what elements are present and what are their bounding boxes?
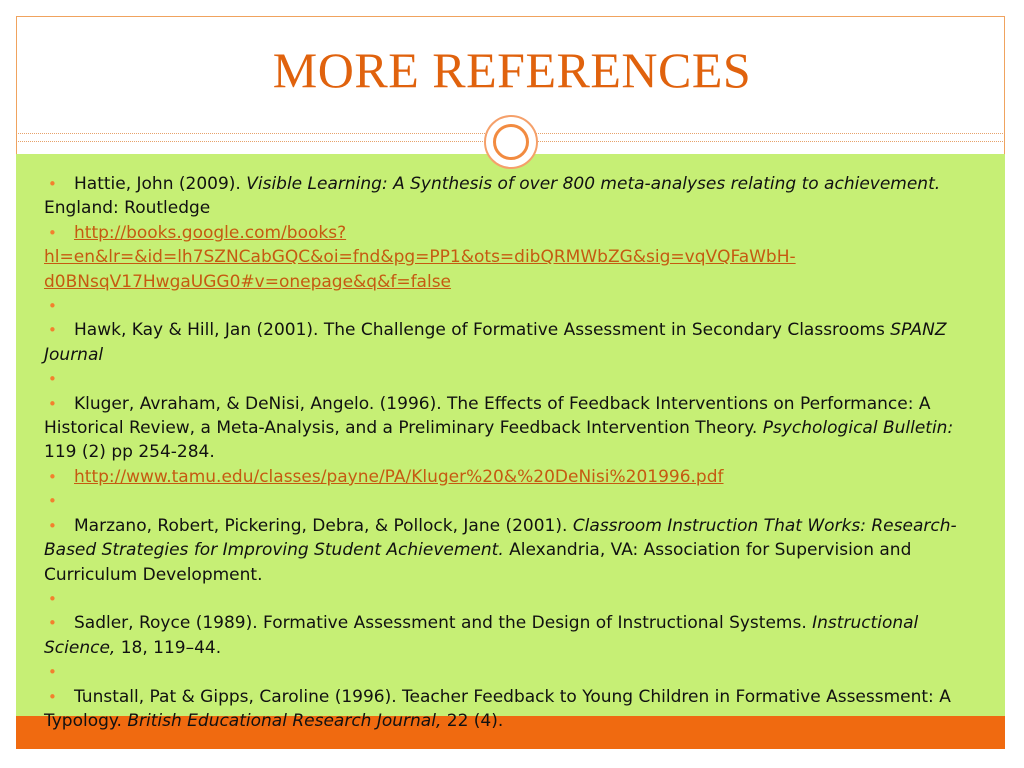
reference-link[interactable]: http://books.google.com/books?hl=en&lr=&id=lh7SZNCabGQC&oi=fnd&pg=PP1&ots=dibQRMWbZG&sig=vqVQFaWbH-d0BNsqV17HwgaUGG0#v=onepage&q&f=false [44,222,796,292]
reference-item [44,465,979,489]
bullet-icon: • [48,663,57,682]
reference-text: 18, 119–44. [115,637,222,658]
empty-bullet-item [44,660,979,684]
reference-text: Hawk, Kay & Hill, Jan (2001). The Challenge of Formative Assessment in Secondary Classrooms [74,320,891,341]
bullet-icon: • [48,223,57,242]
reference-list [44,172,979,733]
reference-item [44,392,979,465]
reference-text: Hattie, John (2009). [74,174,247,194]
reference-item [44,172,979,221]
reference-source-title: Classroom Instruction That Works: Research-Based Strategies for Improving Student Achievement. [44,515,957,561]
reference-text: Alexandria, VA: Association for Supervision and Curriculum Development. [44,540,912,585]
bullet-icon: • [48,321,57,340]
bullet-icon: • [48,175,57,193]
empty-bullet-item [44,489,979,513]
reference-item [44,611,979,660]
reference-item [44,318,979,367]
empty-bullet-item [44,587,979,611]
bullet-icon: • [48,589,57,608]
ring-ornament-inner [493,124,529,160]
empty-bullet-item [44,294,979,318]
reference-link[interactable]: http://www.tamu.edu/classes/payne/PA/Kluger%20&%20DeNisi%201996.pdf [74,466,724,487]
bullet-icon: • [48,394,57,413]
bullet-icon: • [48,297,57,316]
reference-text: Kluger, Avraham, & DeNisi, Angelo. (1996). The Effects of Feedback Interventions on Performance: A Historical Review, a Meta-Analysis, and a Preliminary Feedback Intervention Theory. [44,393,931,439]
reference-text: Sadler, Royce (1989). Formative Assessment and the Design of Instructional Systems. [74,613,813,634]
reference-text: 22 (4). [441,710,504,731]
bullet-icon: • [48,687,57,706]
reference-text: Marzano, Robert, Pickering, Debra, & Pollock, Jane (2001). [74,515,573,536]
empty-bullet-item [44,367,979,391]
bullet-icon: • [48,516,57,535]
reference-text: 119 (2) pp 254-284. [44,442,215,463]
reference-text: England: Routledge [44,198,211,219]
bullet-icon: • [48,370,57,389]
reference-item [44,514,979,587]
reference-source-title: Instructional Science, [44,613,919,658]
reference-text: Tunstall, Pat & Gipps, Caroline (1996). Teacher Feedback to Young Children in Formative Assessment: A Typology. [44,686,951,731]
bullet-icon: • [48,467,57,486]
bullet-icon: • [48,614,57,633]
reference-item [44,221,979,294]
reference-source-title: Psychological Bulletin: [762,418,954,439]
reference-source-title: Visible Learning: A Synthesis of over 800 meta-analyses relating to achievement. [246,174,941,194]
reference-source-title: British Educational Research Journal, [127,710,442,731]
bullet-icon: • [48,492,57,511]
slide-title: MORE REFERENCES [272,42,752,98]
reference-source-title: SPANZ Journal [44,320,947,365]
reference-item [44,685,979,734]
ring-ornament-icon [484,115,538,169]
